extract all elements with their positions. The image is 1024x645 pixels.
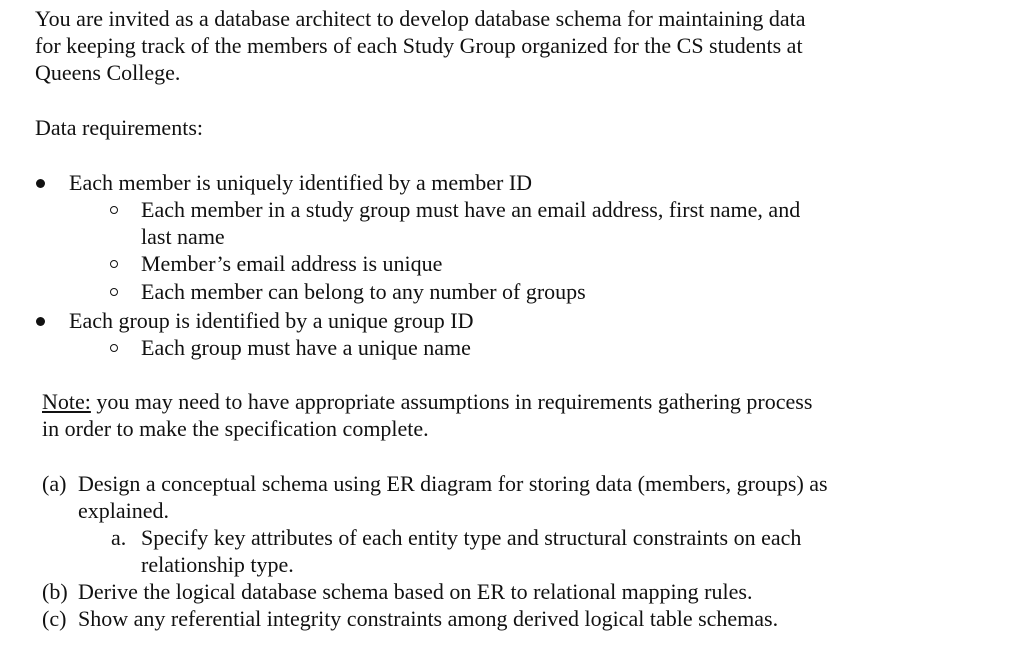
question-a-sub-label: a. — [111, 525, 127, 550]
requirement-item: Each group is identified by a unique group ID — [69, 308, 474, 333]
requirement-item: Each member is uniquely identified by a member ID — [69, 170, 533, 195]
note-line-1 — [42, 389, 812, 415]
note-label: Note: — [42, 389, 91, 414]
requirement-subitem: Each group must have a unique name — [141, 335, 471, 360]
question-a-sub-text: Specify key attributes of each entity type and structural constraints on each — [141, 525, 802, 550]
question-a-text-continued: explained. — [78, 498, 170, 523]
question-c-text: Show any referential integrity constraints among derived logical table schemas. — [78, 606, 779, 631]
sub-bullet-circle-icon — [110, 288, 118, 296]
intro-line-1: You are invited as a database architect to develop database schema for maintaining data — [35, 6, 806, 31]
intro-line-3: Queens College. — [35, 60, 181, 85]
requirements-heading: Data requirements: — [35, 115, 203, 140]
question-c-label: (c) — [42, 606, 67, 631]
note-text: you may need to have appropriate assumptions in requirements gathering process — [90, 389, 813, 414]
requirement-subitem: Member’s email address is unique — [141, 251, 443, 276]
question-a-label: (a) — [42, 471, 67, 496]
intro-line-2: for keeping track of the members of each Study Group organized for the CS students at — [35, 33, 803, 58]
requirement-subitem: Each member in a study group must have an email address, first name, and — [141, 197, 801, 222]
requirement-subitem-continued: last name — [141, 224, 225, 249]
question-b-label: (b) — [42, 579, 68, 604]
question-a-text: Design a conceptual schema using ER diagram for storing data (members, groups) as — [78, 471, 828, 496]
bullet-dot-icon — [36, 179, 45, 188]
sub-bullet-circle-icon — [110, 206, 118, 214]
sub-bullet-circle-icon — [110, 344, 118, 352]
question-b-text: Derive the logical database schema based on ER to relational mapping rules. — [78, 579, 753, 604]
note-line-2: in order to make the specification complete. — [42, 416, 429, 441]
sub-bullet-circle-icon — [110, 260, 118, 268]
bullet-dot-icon — [36, 317, 45, 326]
requirement-subitem: Each member can belong to any number of groups — [141, 279, 586, 304]
question-a-sub-text-continued: relationship type. — [141, 552, 294, 577]
